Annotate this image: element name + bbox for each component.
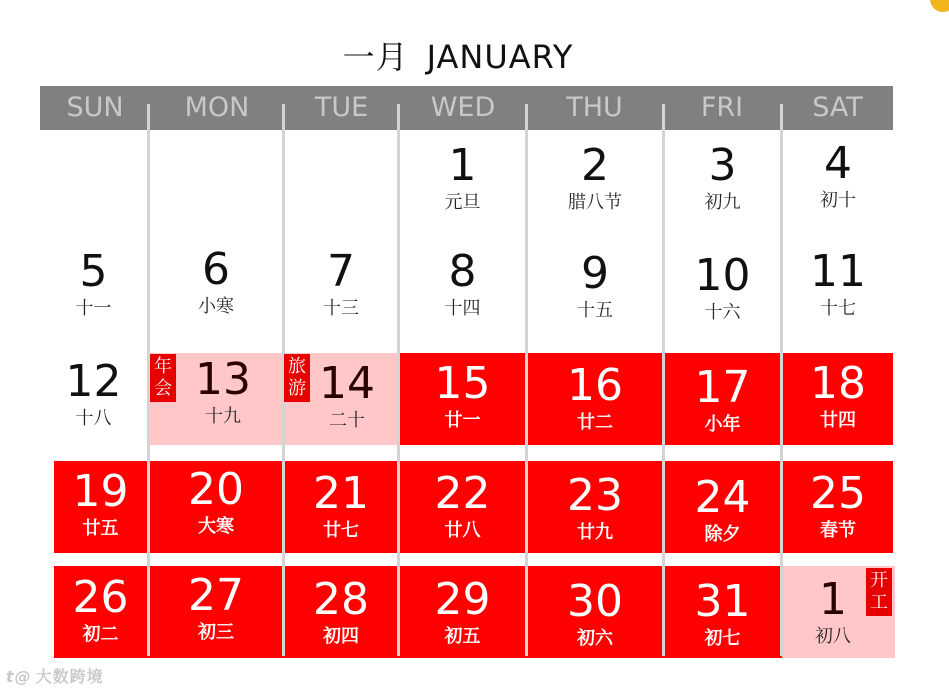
day-number: 16 — [567, 360, 623, 411]
lunar-label: 十三 — [323, 298, 359, 319]
lunar-label: 十八 — [75, 408, 112, 429]
lunar-label: 大寒 — [198, 516, 234, 537]
day-cell-4[interactable] — [783, 140, 893, 212]
day-number: 15 — [434, 358, 491, 409]
day-number: 19 — [72, 466, 129, 517]
day-number: 22 — [434, 468, 491, 519]
tag-char: 开 — [870, 570, 888, 591]
day-cell-17[interactable] — [665, 364, 780, 436]
day-cell-3[interactable] — [665, 142, 780, 214]
day-number: 8 — [448, 246, 477, 297]
day-cell-1[interactable] — [400, 142, 525, 214]
day-number: 13 — [195, 354, 251, 405]
day-cell-19[interactable] — [54, 468, 147, 540]
day-cell-10[interactable] — [665, 252, 780, 324]
weekday-sun: SUN — [66, 92, 124, 123]
lunar-label: 廿五 — [82, 518, 119, 539]
day-number: 31 — [694, 576, 751, 627]
day-number: 9 — [581, 248, 609, 299]
day-number: 3 — [708, 140, 737, 191]
day-cell-16[interactable] — [528, 362, 662, 434]
day-cell-2[interactable] — [528, 142, 662, 214]
lunar-label: 初八 — [815, 626, 851, 647]
day-cell-27[interactable] — [150, 572, 282, 644]
day-number: 7 — [327, 246, 355, 297]
weekday-sat: SAT — [812, 92, 863, 123]
lunar-label: 廿一 — [444, 410, 481, 431]
day-number: 10 — [694, 250, 751, 301]
day-cell-31[interactable] — [665, 578, 780, 650]
day-number: 12 — [65, 356, 122, 407]
lunar-label: 廿七 — [323, 520, 359, 541]
day-number: 24 — [694, 472, 751, 523]
lunar-label: 初七 — [704, 628, 741, 649]
tag-char: 工 — [870, 592, 888, 613]
day-number: 29 — [434, 574, 491, 625]
weekday-fri: FRI — [700, 92, 744, 123]
day-number: 14 — [319, 358, 375, 409]
lunar-label: 十九 — [205, 406, 241, 427]
day-number: 6 — [202, 244, 230, 295]
weekday-tue: TUE — [314, 92, 369, 123]
day-cell-13[interactable] — [164, 356, 282, 428]
tag-char: 会 — [154, 378, 172, 399]
weekday-mon: MON — [184, 92, 250, 123]
day-cell-24[interactable] — [665, 474, 780, 546]
lunar-label: 初六 — [577, 628, 613, 649]
day-number: 28 — [313, 574, 369, 625]
lunar-label: 二十 — [329, 410, 365, 431]
day-cell-29[interactable] — [400, 576, 525, 648]
day-number: 5 — [79, 246, 108, 297]
lunar-label: 除夕 — [704, 524, 741, 545]
lunar-label: 初十 — [820, 190, 856, 211]
day-cell-6[interactable] — [150, 246, 282, 318]
day-number: 20 — [188, 464, 244, 515]
lunar-label: 小寒 — [198, 296, 234, 317]
day-number: 26 — [72, 572, 129, 623]
lunar-label: 初五 — [444, 626, 481, 647]
lunar-label: 初三 — [198, 622, 234, 643]
day-number: 18 — [810, 358, 866, 409]
lunar-label: 十四 — [444, 298, 481, 319]
month-title — [0, 32, 916, 78]
day-cell-21[interactable] — [285, 470, 397, 542]
day-number: 11 — [810, 246, 866, 297]
day-number: 21 — [313, 468, 369, 519]
day-number: 17 — [694, 362, 751, 413]
day-cell-23[interactable] — [528, 472, 662, 544]
day-cell-20[interactable] — [150, 466, 282, 538]
day-cell-11[interactable] — [783, 248, 893, 320]
day-cell-22[interactable] — [400, 470, 525, 542]
day-cell-9[interactable] — [528, 250, 662, 322]
tag-char: 旅 — [288, 356, 306, 377]
day-cell-15[interactable] — [400, 360, 525, 432]
lunar-label: 十五 — [577, 300, 613, 321]
lunar-label: 元旦 — [444, 192, 481, 213]
travel-tag — [284, 354, 310, 402]
lunar-label: 初二 — [82, 624, 119, 645]
day-number: 30 — [567, 576, 623, 627]
day-cell-18[interactable] — [783, 360, 893, 432]
day-number: 1 — [819, 574, 847, 625]
annual-meeting-tag — [150, 354, 176, 402]
day-number: 1 — [448, 140, 477, 191]
lunar-label: 春节 — [820, 520, 856, 541]
day-number: 4 — [824, 138, 852, 189]
lunar-label: 廿八 — [444, 520, 481, 541]
day-number: 2 — [581, 140, 609, 191]
month-title-cn: 一月 — [342, 38, 409, 76]
day-cell-5[interactable] — [40, 248, 147, 320]
lunar-label: 廿四 — [820, 410, 856, 431]
lunar-label: 廿二 — [577, 412, 613, 433]
lunar-label: 廿九 — [577, 522, 613, 543]
lunar-label: 十六 — [704, 302, 741, 323]
lunar-label: 初九 — [704, 192, 741, 213]
day-cell-25[interactable] — [783, 470, 893, 542]
day-cell-12[interactable] — [40, 358, 147, 430]
day-cell-26[interactable] — [54, 574, 147, 646]
tag-char: 年 — [154, 356, 172, 377]
watermark — [6, 664, 104, 687]
weekday-wed: WED — [430, 92, 496, 123]
corner-decoration — [930, 0, 949, 12]
day-number: 27 — [188, 570, 244, 621]
day-cell-28[interactable] — [285, 576, 397, 648]
lunar-label: 十七 — [820, 298, 856, 319]
day-cell-7[interactable] — [285, 248, 397, 320]
weekday-header — [40, 86, 893, 130]
tag-char: 游 — [288, 378, 306, 399]
day-cell-14[interactable] — [297, 360, 397, 432]
lunar-label: 十一 — [75, 298, 112, 319]
lunar-label: 腊八节 — [568, 192, 622, 213]
lunar-label: 小年 — [704, 414, 741, 435]
weekday-thu: THU — [566, 92, 623, 123]
month-title-en: JANUARY — [426, 38, 574, 76]
lunar-label: 初四 — [323, 626, 359, 647]
day-number: 23 — [567, 470, 623, 521]
work-start-tag — [866, 568, 892, 616]
day-cell-8[interactable] — [400, 248, 525, 320]
day-cell-30[interactable] — [528, 578, 662, 650]
watermark-logo-icon: t@ — [6, 667, 32, 686]
watermark-text: 大数跨境 — [35, 667, 104, 686]
day-number: 25 — [810, 468, 866, 519]
